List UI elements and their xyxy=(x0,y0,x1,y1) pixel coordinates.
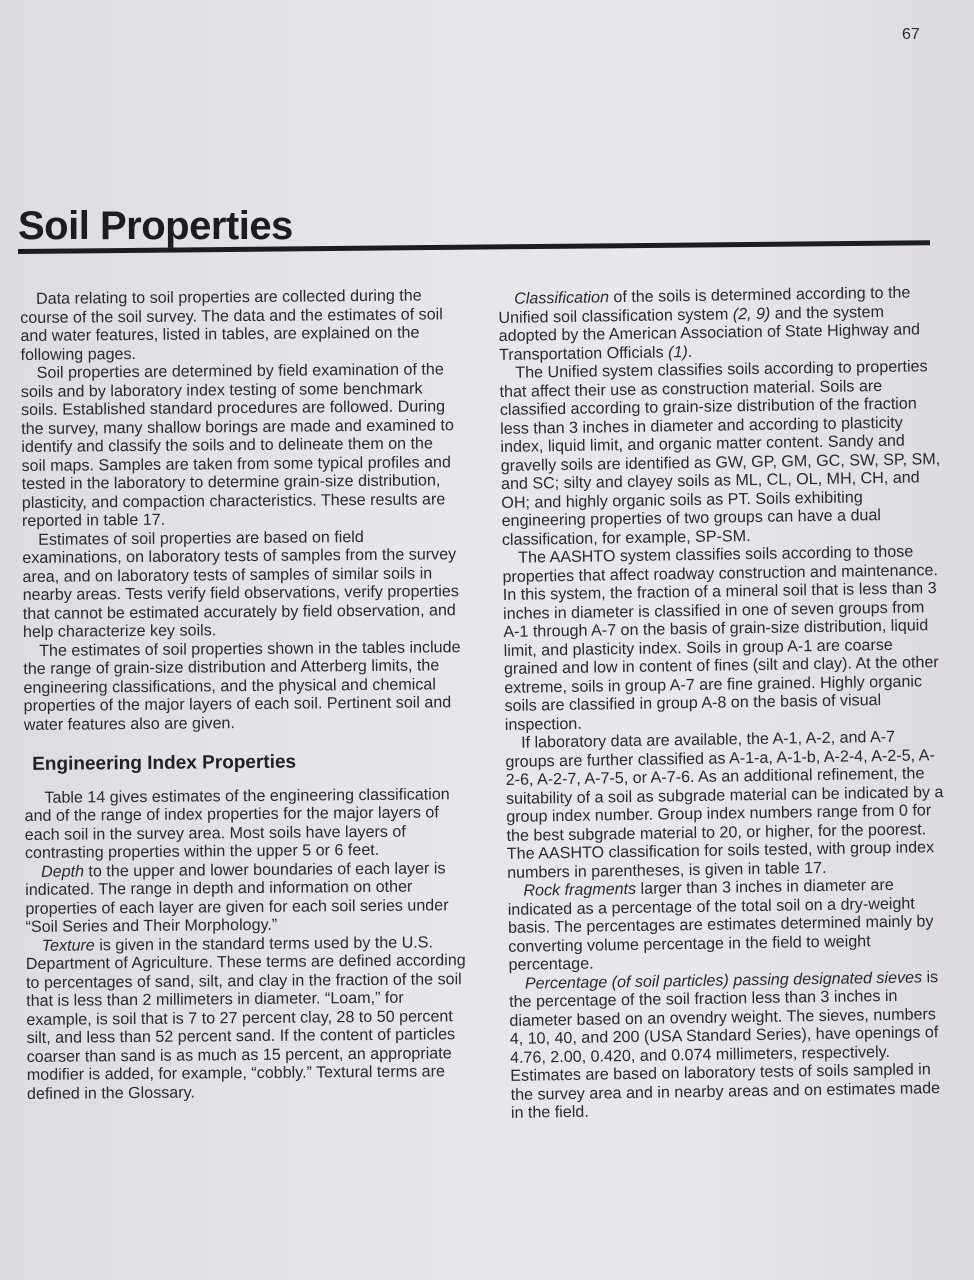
paragraph-text: larger than 3 inches in diameter are indicated as a percentage of the total soil on a dry-weight basis. The percentages are estimates determined mainly by converting volume percentage in the field to weight percentage. xyxy=(507,875,934,974)
paragraph-text: of the soils is determined according to the Unified soil classification system xyxy=(498,283,911,327)
page-number: 67 xyxy=(902,26,920,43)
reference: (1) xyxy=(667,342,688,361)
paragraph xyxy=(25,859,466,937)
paragraph xyxy=(509,968,951,1123)
term: Classification xyxy=(513,288,610,308)
paragraph xyxy=(26,933,467,1103)
paragraph xyxy=(507,875,948,974)
paragraph: The AASHTO system classifies soils according to those properties that affect roadway construction and maintenance. In this system, the fraction of a mineral soil that is less than 3 inches in diameter is classified in one of seven groups from A-1 through A-7 on the basis of grain-size distribution, liquid limit, and plasticity index. Soils in group A-1 are coarse grained and low in content of fines (silt and clay). At the other extreme, soils in group A-7 are fine grained. Highly organic soils are classified in group A-8 on the basis of visual inspection. xyxy=(502,542,939,734)
paragraph-text: and the system adopted by the American Association of State Highway and Transportation Officials xyxy=(498,302,921,364)
paragraph-text: to the upper and lower boundaries of each layer is indicated. The range in depth and information on other properties of each layer are given for each soil series under “Soil Series and Their Morphology.” xyxy=(25,858,449,936)
term: Rock fragments xyxy=(523,879,637,900)
term: Texture xyxy=(41,935,95,955)
page-title: Soil Properties xyxy=(18,204,293,248)
section-heading: Engineering Index Properties xyxy=(32,751,297,775)
left-column xyxy=(20,286,467,1103)
paragraph: Table 14 gives estimates of the engineering classification and of the range of index properties for the major layers of each soil in the survey area. Most soils have layers of contrasting properties within the upper 5 or 6 feet. xyxy=(24,784,450,862)
term: Percentage (of soil particles) passing designated sieves xyxy=(524,967,923,993)
paragraph xyxy=(498,283,939,364)
paragraph: Estimates of soil properties are based on field examinations, on laboratory tests of samples from the survey area, and on laboratory tests of samples of similar soils in nearby areas. Tests verify field observations, verify properties that cannot be estimated accurately by field observation, and help characterize key soils. xyxy=(22,527,459,641)
right-column xyxy=(498,283,951,1122)
term: Depth xyxy=(40,861,85,881)
paragraph: Soil properties are determined by field examination of the soils and by laboratory index testing of some benchmark soils. Established standard procedures are followed. During the survey, many shallow borings are made and examined to identify and classify the soils and to delineate them on the soil maps. Samples are taken from some typical profiles and tested in the laboratory to determine grain-size distribution, plasticity, and compaction characteristics. These results are reported in table 17. xyxy=(20,360,454,530)
paragraph: The Unified system classifies soils according to properties that affect their use as construction material. Soils are classified according to grain-size distribution of the fraction less than 3 inches in diameter and according to plasticity index, liquid limit, and organic matter content. Sandy and gravelly soils are identified as GW, GP, GM, GC, SW, SP, SM, and SC; silty and clayey soils as ML, CL, OL, MH, CH, and OH; and highly organic soils as PT. Soils exhibiting engineering properties of two groups can have a dual classification, for example, SP-SM. xyxy=(499,357,941,549)
paragraph: Data relating to soil properties are collected during the course of the soil survey. The data and the estimates of soil and water features, listed in tables, are explained on the following pages. xyxy=(20,286,443,364)
paragraph-text: . xyxy=(687,342,693,361)
paragraph: If laboratory data are available, the A-1, A-2, and A-7 groups are further classified as A-1-a, A-1-b, A-2-4, A-2-5, A-2-6, A-2-7, A-7-5, or A-7-6. As an additional refinement, the suitability of a soil as subgrade material can be indicated by a group index number. Group index numbers range from 0 for the best subgrade material to 20, or higher, for the poorest. The AASHTO classification for soils tested, with group index numbers in parentheses, is given in table 17. xyxy=(505,727,944,882)
paragraph: The estimates of soil properties shown in the tables include the range of grain-size distribution and Atterberg limits, the engineering classifications, and the physical and chemical properties of the major layers of each soil. Pertinent soil and water features also are given. xyxy=(23,637,461,734)
paragraph-text: is given in the standard terms used by the U.S. Department of Agriculture. These terms are defined according to percentages of sand, silt, and clay in the fraction of the soil that is less than 2 millimeters in diameter. “Loam,” for example, is soil that is 7 to 27 percent clay, 28 to 50 percent silt, and less than 52 percent sand. If the content of particles coarser than sand is as much as 15 percent, an appropriate modifier is added, for example, “cobbly.” Textural terms are defined in the Glossary. xyxy=(25,932,466,1103)
paragraph-text: is the percentage of the soil fraction less than 3 inches in diameter based on an ovendry weight. The sieves, numbers 4, 10, 40, and 200 (USA Standard Series), have openings of 4.76, 2.00, 0.420, and 0.074 millimeters, respectively. Estimates are based on laboratory tests of soils sampled in the survey area and in nearby areas and on estimates made in the field. xyxy=(509,967,941,1122)
reference: (2, 9) xyxy=(732,304,771,323)
